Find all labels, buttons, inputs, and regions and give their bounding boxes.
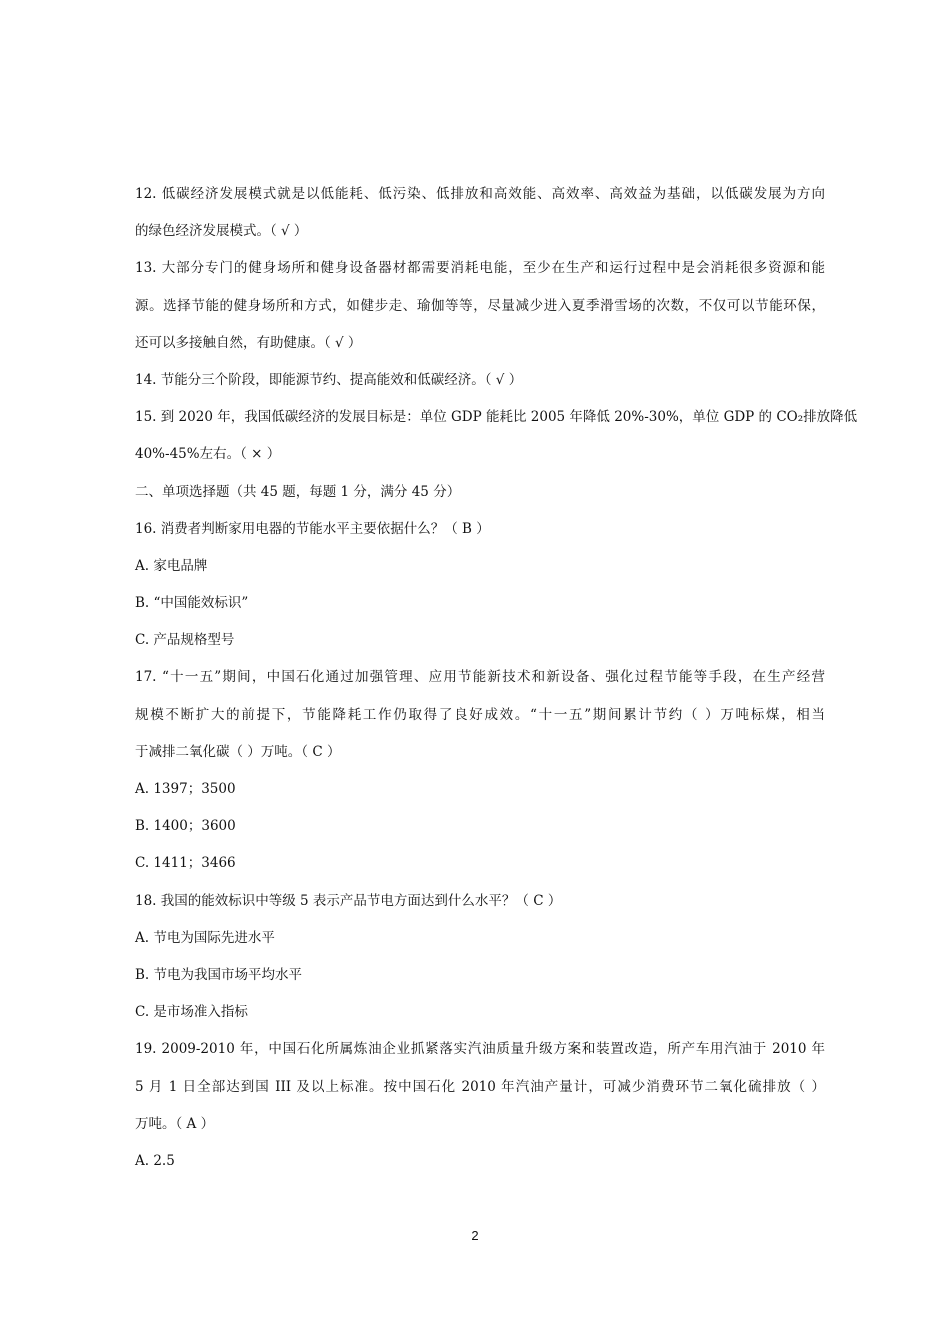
page-number: 2	[471, 1228, 479, 1243]
text-line: 万吨。（ A ）	[135, 1115, 215, 1132]
text-line: 二、单项选择题（共 45 题，每题 1 分，满分 45 分）	[135, 483, 461, 500]
text-line: 还可以多接触自然，有助健康。（ √ ）	[135, 334, 362, 351]
text-line: 14. 节能分三个阶段，即能源节约、提高能效和低碳经济。（ √ ）	[135, 371, 523, 388]
text-line: B. “中国能效标识”	[135, 595, 249, 612]
text-line: 15. 到 2020 年，我国低碳经济的发展目标是：单位 GDP 能耗比 2005 年降低 20%-30%，单位 GDP 的 CO₂排放降低	[135, 409, 858, 426]
text-line: A. 1397；3500	[135, 781, 236, 797]
text-line: 规模不断扩大的前提下，节能降耗工作仍取得了良好成效。“十一五”期间累计节约（ ）万吨标煤，相当	[135, 706, 825, 723]
text-line: C. 是市场准入指标	[135, 1004, 248, 1021]
text-line: A. 节电为国际先进水平	[135, 929, 275, 946]
text-line: C. 1411；3466	[135, 855, 236, 872]
text-line: B. 节电为我国市场平均水平	[135, 966, 303, 983]
text-line: 源。选择节能的健身场所和方式，如健步走、瑜伽等等，尽量减少进入夏季滑雪场的次数，不仅可以节能环保，	[135, 297, 825, 314]
question-content	[135, 176, 858, 1180]
text-line: C. 产品规格型号	[135, 632, 235, 649]
text-line: 12. 低碳经济发展模式就是以低能耗、低污染、低排放和高效能、高效率、高效益为基础，以低碳发展为方向	[135, 186, 825, 202]
text-line: 的绿色经济发展模式。（ √ ）	[135, 223, 308, 240]
text-line: 17. “十一五”期间，中国石化通过加强管理、应用节能新技术和新设备、强化过程节能等手段，在生产经营	[135, 669, 825, 686]
text-line: 13. 大部分专门的健身场所和健身设备器材都需要消耗电能，至少在生产和运行过程中是会消耗很多资源和能	[135, 260, 825, 277]
text-line: 5 月 1 日全部达到国 III 及以上标准。按中国石化 2010 年汽油产量计，可减少消费环节二氧化硫排放（ ）	[135, 1078, 825, 1095]
text-line: A. 2.5	[135, 1152, 175, 1169]
text-line: B. 1400；3600	[135, 818, 236, 835]
text-line: 16. 消费者判断家用电器的节能水平主要依据什么？（ B ）	[135, 520, 490, 537]
text-line: 于减排二氧化碳（ ）万吨。（ C ）	[135, 743, 341, 760]
text-line: 40%-45%左右。（ × ）	[135, 446, 281, 463]
text-line: 18. 我国的能效标识中等级 5 表示产品节电方面达到什么水平？（ C ）	[135, 892, 562, 909]
text-line: 19. 2009-2010 年，中国石化所属炼油企业抓紧落实汽油质量升级方案和装置改造，所产车用汽油于 2010 年	[135, 1041, 825, 1058]
text-line: A. 家电品牌	[135, 557, 208, 574]
